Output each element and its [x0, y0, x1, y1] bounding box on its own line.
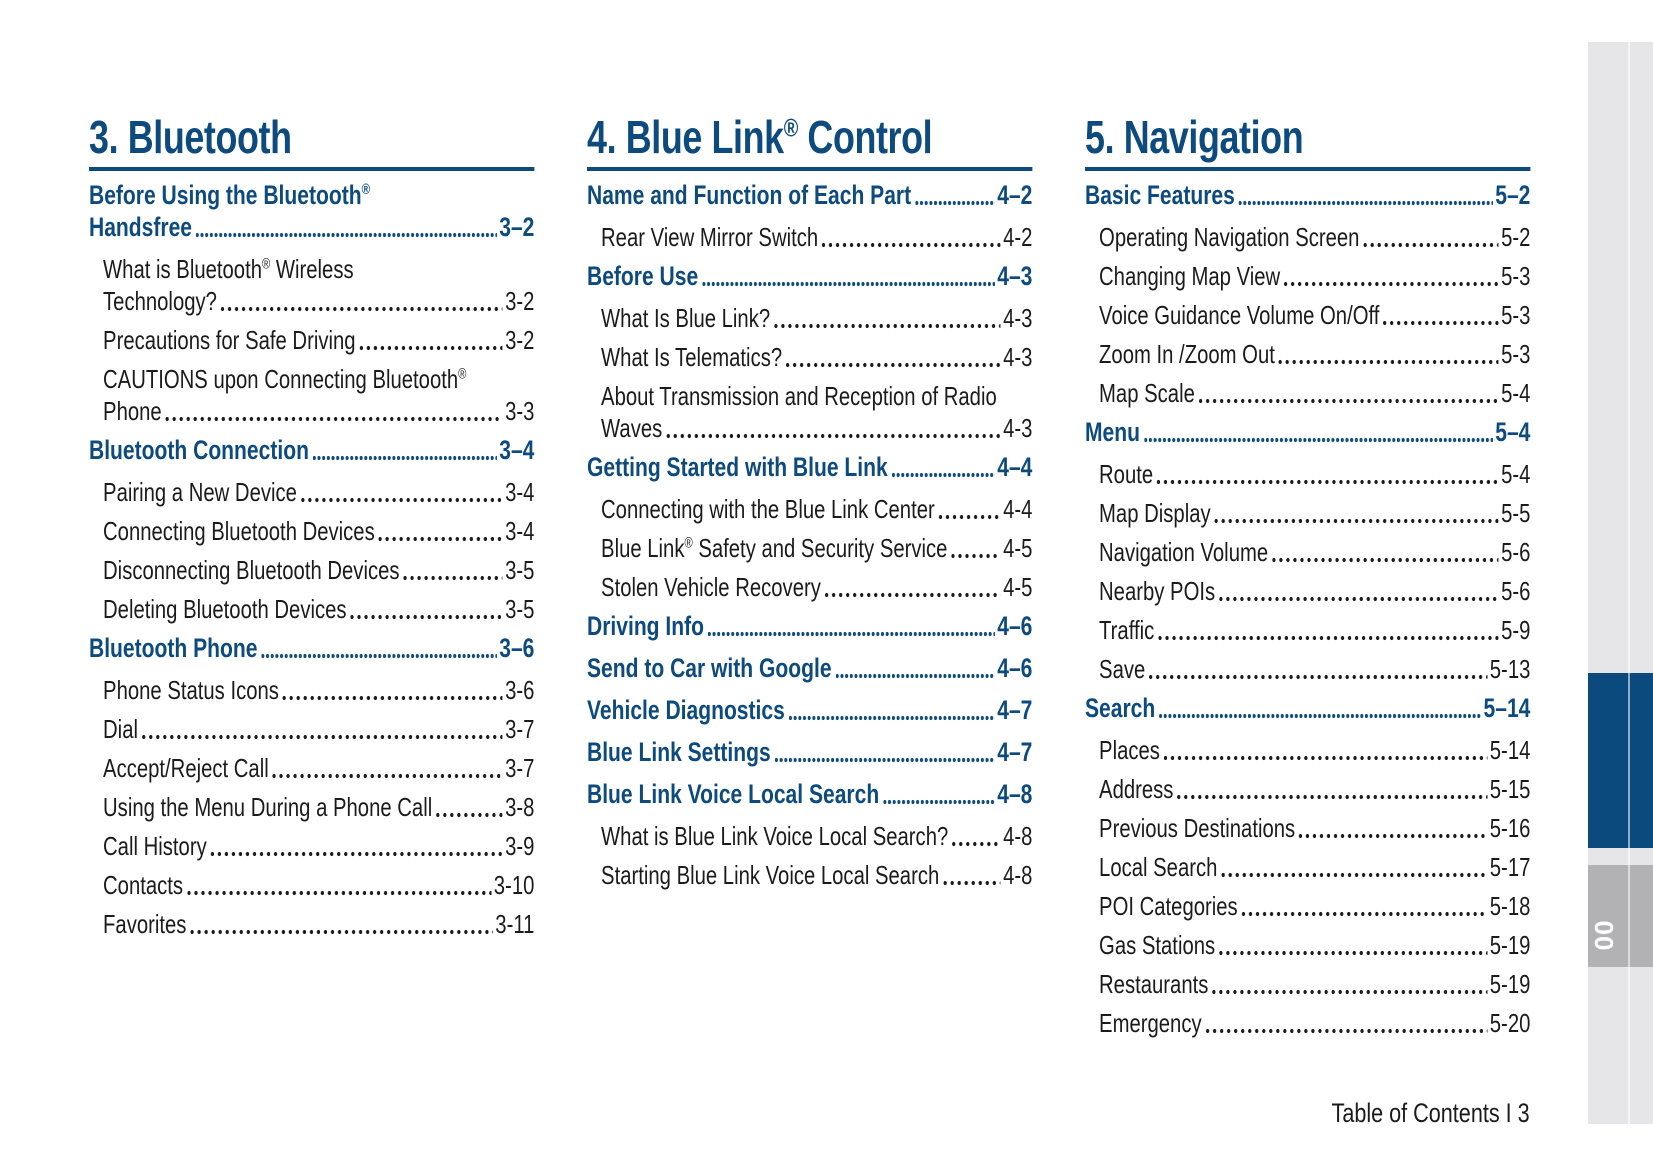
- dot-leader: [1177, 794, 1487, 800]
- dot-leader: [379, 536, 503, 542]
- entry-label: Accept/Reject Call: [103, 753, 269, 783]
- chapter-title: 5. Navigation: [1085, 111, 1304, 163]
- entry-page: 5-2: [1501, 222, 1531, 252]
- entry-page: 4-8: [1003, 821, 1033, 851]
- dot-leader: [951, 553, 1000, 559]
- entry-page: 4-3: [1003, 303, 1033, 333]
- entry-page: 4–4: [997, 452, 1033, 482]
- toc-item-entry: [587, 221, 1032, 253]
- chapter-title-underline: [89, 167, 534, 171]
- toc-item-entry: [89, 324, 534, 356]
- toc-section-entry: [1085, 692, 1530, 724]
- entry-page: 5-16: [1489, 813, 1531, 843]
- toc-section-entry: [89, 632, 534, 664]
- dot-leader: [190, 929, 493, 935]
- sidebar-chapter-block: [1588, 673, 1653, 848]
- chapter-title: 3. Bluetooth: [89, 111, 292, 163]
- chapter-title: 4. Blue Link® Control: [587, 111, 933, 163]
- dot-leader: [1199, 398, 1499, 404]
- toc-item-entry: [1085, 890, 1530, 922]
- entry-page: 5-4: [1501, 459, 1531, 489]
- entry-page: 3-7: [505, 714, 535, 744]
- toc-item-entry: [1085, 536, 1530, 568]
- entry-label: Driving Info: [587, 611, 704, 641]
- entry-label: What Is Telematics?: [601, 342, 783, 372]
- entry-label: What is Blue Link Voice Local Search?: [601, 821, 949, 851]
- entry-label: Nearby POIs: [1099, 576, 1216, 606]
- entry-page: 3-5: [505, 594, 535, 624]
- toc-item-entry: [1085, 260, 1530, 292]
- dot-leader: [283, 695, 503, 701]
- toc-item-entry: [587, 380, 1032, 444]
- entry-page: 5-19: [1489, 930, 1531, 960]
- dot-leader: [1212, 989, 1487, 995]
- entry-label: Call History: [103, 831, 207, 861]
- entry-label: Operating Navigation Screen: [1099, 222, 1360, 252]
- page-footer: [1332, 1098, 1530, 1129]
- entry-page: 3-10: [493, 870, 535, 900]
- dot-leader: [436, 812, 503, 818]
- toc-column-content: [587, 111, 1033, 891]
- dot-leader: [196, 232, 497, 238]
- entry-label: Starting Blue Link Voice Local Search: [601, 860, 940, 890]
- toc-section-entry: [1085, 416, 1530, 448]
- toc-item-entry: [89, 515, 534, 547]
- toc-section-entry: [587, 694, 1032, 726]
- toc-column: [587, 111, 1033, 1046]
- entry-label: Name and Function of Each Part: [587, 180, 912, 210]
- entry-label: Technology?: [103, 286, 217, 316]
- entry-label: Map Scale: [1099, 378, 1195, 408]
- dot-leader: [825, 592, 1001, 598]
- entry-label: Disconnecting Bluetooth Devices: [103, 555, 400, 585]
- toc-item-entry: [89, 713, 534, 745]
- dot-leader: [708, 631, 995, 637]
- dot-leader: [1157, 479, 1499, 485]
- entry-page: 4–6: [997, 653, 1033, 683]
- entry-label: Handsfree: [89, 212, 192, 242]
- dot-leader: [1164, 755, 1488, 761]
- toc-item-entry: [89, 554, 534, 586]
- entry-label: Search: [1085, 693, 1156, 723]
- toc-item-entry: [587, 341, 1032, 373]
- toc-item-entry: [1085, 812, 1530, 844]
- toc-item-entry: [587, 532, 1032, 564]
- entry-label: Before Using the Bluetooth®: [89, 180, 371, 210]
- toc-item-entry: [1085, 851, 1530, 883]
- chapter-title-underline: [1085, 167, 1530, 171]
- entry-label: Changing Map View: [1099, 261, 1281, 291]
- entry-page: 5-3: [1501, 300, 1531, 330]
- toc-column-content: [1085, 111, 1531, 1039]
- entry-page: 3–4: [499, 435, 535, 465]
- entry-page: 3-4: [505, 477, 535, 507]
- dot-leader: [822, 242, 1001, 248]
- entry-page: 3-7: [505, 753, 535, 783]
- entry-page: 4-2: [1003, 222, 1033, 252]
- dot-leader: [403, 575, 502, 581]
- chapter-title-underline: [587, 167, 1032, 171]
- dot-leader: [943, 880, 1001, 886]
- entry-label: Restaurants: [1099, 969, 1209, 999]
- entry-page: 4-4: [1003, 494, 1033, 524]
- entry-label: Navigation Volume: [1099, 537, 1269, 567]
- entry-page: 3-8: [505, 792, 535, 822]
- toc-section-entry: [587, 778, 1032, 810]
- entry-label: Blue Link Settings: [587, 737, 771, 767]
- entry-label: Emergency: [1099, 1008, 1202, 1038]
- entry-page: 5-14: [1489, 735, 1531, 765]
- entry-label: Precautions for Safe Driving: [103, 325, 356, 355]
- entry-label: Connecting Bluetooth Devices: [103, 516, 375, 546]
- dot-leader: [1149, 674, 1487, 680]
- toc-columns: [89, 111, 1531, 1046]
- toc-item-entry: [587, 859, 1032, 891]
- dot-leader: [1215, 518, 1499, 524]
- entry-page: 5-4: [1501, 378, 1531, 408]
- entry-label: Send to Car with Google: [587, 653, 832, 683]
- toc-item-entry: [1085, 338, 1530, 370]
- dot-leader: [1158, 635, 1499, 641]
- entry-page: 5-6: [1501, 576, 1531, 606]
- toc-section-entry: [1085, 179, 1530, 211]
- entry-page: 5-3: [1501, 339, 1531, 369]
- dot-leader: [774, 323, 1001, 329]
- entry-label: Traffic: [1099, 615, 1155, 645]
- toc-section-entry: [587, 736, 1032, 768]
- toc-item-entry: [1085, 497, 1530, 529]
- toc-item-entry: [1085, 773, 1530, 805]
- dot-leader: [1279, 359, 1499, 365]
- entry-page: 4-3: [1003, 342, 1033, 372]
- entry-page: 4-3: [1003, 413, 1033, 443]
- entry-label: Bluetooth Phone: [89, 633, 258, 663]
- toc-item-entry: [587, 493, 1032, 525]
- dot-leader: [1299, 833, 1487, 839]
- entry-label: Map Display: [1099, 498, 1211, 528]
- dot-leader: [789, 715, 995, 721]
- entry-page: 5–14: [1483, 693, 1531, 723]
- entry-page: 5-18: [1489, 891, 1531, 921]
- toc-column: [1085, 111, 1531, 1046]
- entry-page: 5-19: [1489, 969, 1531, 999]
- entry-label: Dial: [103, 714, 138, 744]
- toc-item-entry: [1085, 734, 1530, 766]
- entry-page: 5-3: [1501, 261, 1531, 291]
- entry-label: Connecting with the Blue Link Center: [601, 494, 935, 524]
- entry-page: 5-5: [1501, 498, 1531, 528]
- entry-label: Blue Link Voice Local Search: [587, 779, 880, 809]
- dot-leader: [666, 433, 1001, 439]
- entry-page: 3-4: [505, 516, 535, 546]
- sidebar-tab-number: 00: [1589, 920, 1620, 952]
- entry-page: 3-3: [505, 396, 535, 426]
- toc-item-entry: [1085, 968, 1530, 1000]
- entry-page: 5-20: [1489, 1008, 1531, 1038]
- toc-item-entry: [1085, 377, 1530, 409]
- entry-label: Pairing a New Device: [103, 477, 297, 507]
- entry-label: Places: [1099, 735, 1160, 765]
- dot-leader: [1159, 713, 1481, 719]
- dot-leader: [1284, 281, 1499, 287]
- entry-label: Rear View Mirror Switch: [601, 222, 819, 252]
- toc-item-entry: [89, 791, 534, 823]
- entry-label: Vehicle Diagnostics: [587, 695, 785, 725]
- dot-leader: [301, 497, 503, 503]
- entry-label: Getting Started with Blue Link: [587, 452, 888, 482]
- dot-leader: [187, 890, 491, 896]
- entry-label: Local Search: [1099, 852, 1218, 882]
- entry-label: Bluetooth Connection: [89, 435, 309, 465]
- entry-label: Basic Features: [1085, 180, 1235, 210]
- toc-item-entry: [89, 363, 534, 427]
- dot-leader: [1221, 872, 1487, 878]
- dot-leader: [1144, 437, 1493, 443]
- entry-label: Gas Stations: [1099, 930, 1216, 960]
- toc-item-entry: [587, 571, 1032, 603]
- dot-leader: [166, 416, 503, 422]
- entry-label: Phone: [103, 396, 162, 426]
- entry-label: Save: [1099, 654, 1146, 684]
- entry-label: What is Bluetooth® Wireless: [103, 254, 354, 284]
- entry-page: 3-6: [505, 675, 535, 705]
- entry-continuation: [601, 412, 1032, 444]
- entry-label: Zoom In /Zoom Out: [1099, 339, 1275, 369]
- dot-leader: [261, 653, 497, 659]
- entry-label: Before Use: [587, 261, 699, 291]
- dot-leader: [786, 362, 1001, 368]
- entry-page: 3-11: [495, 909, 535, 939]
- entry-page: 4-8: [1003, 860, 1033, 890]
- entry-label: Waves: [601, 413, 663, 443]
- toc-item-entry: [1085, 575, 1530, 607]
- toc-section-entry: [587, 179, 1032, 211]
- entry-page: 4–7: [997, 695, 1033, 725]
- dot-leader: [350, 614, 502, 620]
- entry-page: 4–6: [997, 611, 1033, 641]
- entry-label: Stolen Vehicle Recovery: [601, 572, 821, 602]
- toc-item-entry: [89, 476, 534, 508]
- dot-leader: [273, 773, 503, 779]
- entry-label: Route: [1099, 459, 1154, 489]
- toc-column-content: [89, 111, 535, 940]
- dot-leader: [1206, 1028, 1488, 1034]
- toc-section-entry: [587, 260, 1032, 292]
- entry-page: 4-5: [1003, 572, 1033, 602]
- dot-leader: [1272, 557, 1499, 563]
- entry-page: 4-5: [1003, 533, 1033, 563]
- entry-page: 5-17: [1489, 852, 1531, 882]
- entry-continuation: [103, 395, 534, 427]
- toc-item-entry: [89, 830, 534, 862]
- toc-section-entry: [587, 652, 1032, 684]
- entry-page: 5–2: [1495, 180, 1531, 210]
- entry-label: Address: [1099, 774, 1174, 804]
- toc-section-entry: [587, 610, 1032, 642]
- entry-continuation: [89, 211, 534, 243]
- entry-page: 4–8: [997, 779, 1033, 809]
- dot-leader: [952, 841, 1001, 847]
- entry-page: 5-9: [1501, 615, 1531, 645]
- toc-item-entry: [587, 302, 1032, 334]
- dot-leader: [221, 306, 503, 312]
- entry-page: 3-2: [505, 286, 535, 316]
- entry-label: POI Categories: [1099, 891, 1238, 921]
- toc-item-entry: [1085, 458, 1530, 490]
- entry-label: Using the Menu During a Phone Call: [103, 792, 433, 822]
- dot-leader: [359, 345, 502, 351]
- entry-label: Contacts: [103, 870, 184, 900]
- toc-item-entry: [89, 593, 534, 625]
- entry-page: 4–3: [997, 261, 1033, 291]
- dot-leader: [915, 200, 995, 206]
- toc-section-entry: [587, 451, 1032, 483]
- entry-page: 4–2: [997, 180, 1033, 210]
- dot-leader: [702, 281, 995, 287]
- entry-page: 3–6: [499, 633, 535, 663]
- dot-leader: [939, 514, 1001, 520]
- dot-leader: [1242, 911, 1488, 917]
- toc-item-entry: [89, 253, 534, 317]
- dot-leader: [1219, 950, 1487, 956]
- dot-leader: [1383, 320, 1498, 326]
- entry-page: 5-15: [1489, 774, 1531, 804]
- toc-section-entry: [89, 434, 534, 466]
- dot-leader: [1219, 596, 1499, 602]
- toc-item-entry: [89, 908, 534, 940]
- dot-leader: [1239, 200, 1493, 206]
- entry-page: 5-6: [1501, 537, 1531, 567]
- toc-item-entry: [89, 752, 534, 784]
- dot-leader: [142, 734, 503, 740]
- entry-label: Phone Status Icons: [103, 675, 279, 705]
- toc-item-entry: [1085, 653, 1530, 685]
- entry-label: CAUTIONS upon Connecting Bluetooth®: [103, 364, 467, 394]
- entry-label: Favorites: [103, 909, 187, 939]
- entry-label: Menu: [1085, 417, 1140, 447]
- entry-label: About Transmission and Reception of Radio: [601, 381, 997, 411]
- entry-page: 3-2: [505, 325, 535, 355]
- dot-leader: [835, 673, 994, 679]
- toc-item-entry: [1085, 299, 1530, 331]
- footer-text: Table of Contents I 3: [1331, 1098, 1530, 1128]
- dot-leader: [775, 757, 995, 763]
- entry-label: Voice Guidance Volume On/Off: [1099, 300, 1380, 330]
- toc-item-entry: [1085, 1007, 1530, 1039]
- entry-continuation: [103, 285, 534, 317]
- toc-item-entry: [1085, 929, 1530, 961]
- toc-item-entry: [89, 674, 534, 706]
- entry-label: Previous Destinations: [1099, 813, 1296, 843]
- entry-page: 5–4: [1495, 417, 1531, 447]
- toc-column: [89, 111, 535, 1046]
- dot-leader: [313, 455, 497, 461]
- dot-leader: [892, 472, 995, 478]
- entry-page: 3–2: [499, 212, 535, 242]
- entry-label: Deleting Bluetooth Devices: [103, 594, 347, 624]
- dot-leader: [1363, 242, 1498, 248]
- sidebar-tab: [1588, 865, 1653, 967]
- toc-item-entry: [89, 869, 534, 901]
- entry-label: Blue Link® Safety and Security Service: [601, 533, 948, 563]
- entry-page: 5-13: [1489, 654, 1531, 684]
- entry-page: 3-5: [505, 555, 535, 585]
- dot-leader: [211, 851, 503, 857]
- toc-item-entry: [1085, 221, 1530, 253]
- sidebar-fold-line: [1628, 42, 1630, 1124]
- toc-section-entry: [89, 179, 534, 243]
- entry-page: 4–7: [997, 737, 1033, 767]
- entry-page: 3-9: [505, 831, 535, 861]
- dot-leader: [883, 799, 995, 805]
- toc-item-entry: [1085, 614, 1530, 646]
- entry-label: What Is Blue Link?: [601, 303, 771, 333]
- toc-item-entry: [587, 820, 1032, 852]
